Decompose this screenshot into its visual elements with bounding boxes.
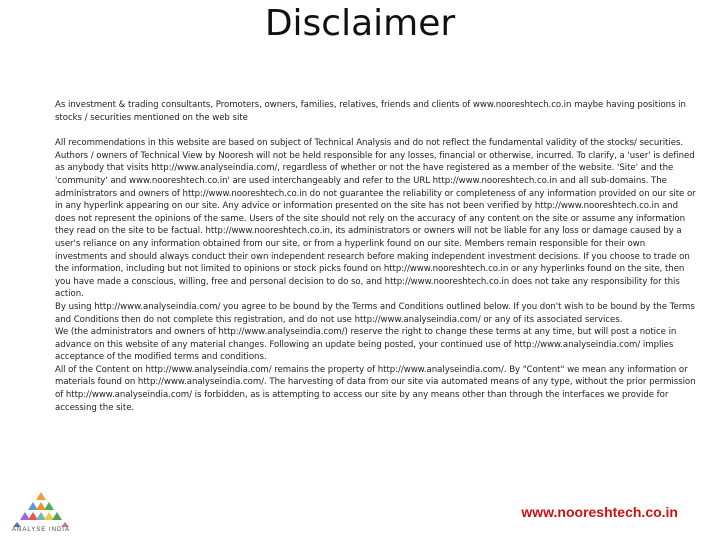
content-ownership-paragraph: All of the Content on http://www.analyseindia.com/ remains the property of http://www.analyseindia.com/. By "Content" we mean any information or materials found on http://www.analyseindia.com/. The harvesting of data from our site via automated means of any type, without the prior permission of http://www.analyseindia.com/ is forbidden, as is attempting to access our site by any means other than through the interfaces we provide for accessing the site. [55,364,696,413]
page-title: Disclaimer [264,3,456,44]
disclaimer-body [55,99,700,414]
analyseindia-logo [6,490,76,538]
terms-change-paragraph: We (the administrators and owners of http://www.analyseindia.com/) reserve the right to change these terms at any time, but will post a notice in advance on this website of any material changes. Following an update being posted, your continued use of http://www.analyseindia.com/ implies acceptance of the modified terms and conditions. [55,327,677,363]
logo-mark-icon [6,490,76,528]
logo-text: ANALYSE INDIA [12,527,70,533]
terms-agreement-paragraph: By using http://www.analyseindia.com/ you agree to be bound by the Terms and Conditions outlined below. If you don't wish to be bound by the Terms and Conditions then do not complete this registration, and do not use http://www.analyseindia.com/ or any of its associated services. [55,301,695,325]
footer-url: www.nooreshtech.co.in [521,504,678,520]
intro-paragraph: As investment & trading consultants, Promoters, owners, families, relatives, friends and clients of www.nooreshtech.co.in maybe having positions in stocks / securities mentioned on the web site [55,100,686,123]
recommendations-paragraph: All recommendations in this website are based on subject of Technical Analysis and do not reflect the fundamental validity of the stocks/ securities. Authors / owners of Technical View by Nooresh will not be held responsible for any losses, financial or otherwise, incurred. To clarify, a 'user' is defined as anybody that visits http://www.analyseindia.com/, regardless of whether or not the have registered as a member of the website. 'Site' and the 'community' and www.nooreshtech.co.in' are used interchangeably and refer to the URL http://www.nooreshtech.co.in and all sub-domains. The administrators and owners of http://www.nooreshtech.co.in do not guarantee the reliability or completeness of any information provided on our site or in any hyperlink appearing on our site. Any advice or information presented on the site has not been verified by http://www.nooreshtech.co.in and does not represent the opinions of the same. Users of the site should not rely on the accuracy of any content on the site or assume any information they read on the site to be factual. http://www.nooreshtech.co.in, its administrators or owners will not be liable for any loss or damage caused by a user's reliance on any information obtained from our site, or from a hyperlink found on our site. Members remain responsible for their own investments and should always conduct their own independent research before making independent investment decisions. If you choose to trade on the information, including but not limited to opinions or stock picks found on http://www.nooreshtech.co.in or any hyperlinks found on the site, then you have made a conscious, willing, free and personal decision to do so, and http://www.nooreshtech.co.in does not take any responsibility for this action. [55,138,696,300]
